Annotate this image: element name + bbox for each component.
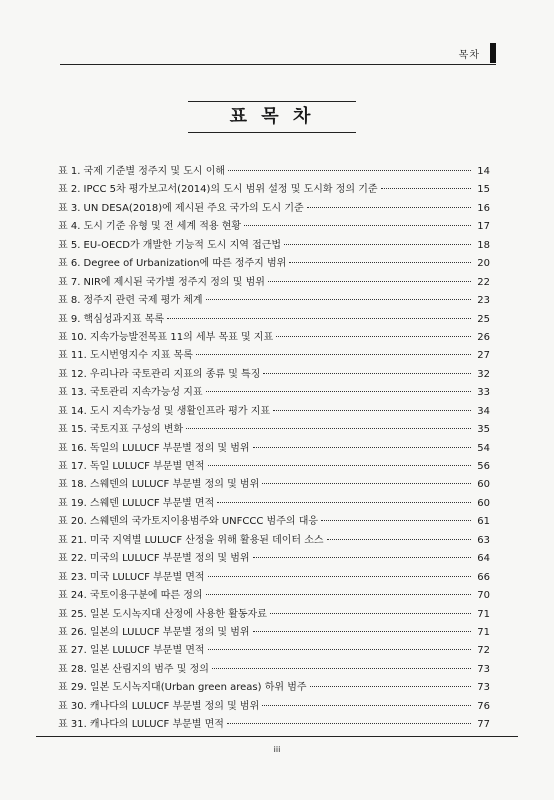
- header-bar-mark: [490, 43, 496, 63]
- toc-entry[interactable]: [58, 163, 490, 181]
- toc-entry-page: 63: [477, 534, 490, 546]
- dot-leader: [268, 281, 471, 282]
- toc-entry-label: 표 22. 미국의 LULUCF 부문별 정의 및 범위: [58, 553, 250, 565]
- toc-entry-page: 18: [477, 239, 490, 251]
- toc-entry-label: 표 20. 스웨덴의 국가토지이용범주와 UNFCCC 범주의 대응: [58, 516, 319, 528]
- toc-entry-label: 표 14. 도시 지속가능성 및 생활인프라 평가 지표: [58, 405, 271, 417]
- toc-entry-page: 17: [477, 221, 490, 233]
- toc-entry-label: 표 15. 국토지표 구성의 변화: [58, 424, 184, 436]
- dot-leader: [253, 631, 471, 632]
- running-header: [60, 44, 496, 65]
- dot-leader: [253, 557, 471, 558]
- dot-leader: [208, 465, 471, 466]
- toc-entry-label: 표 11. 도시번영지수 지표 목록: [58, 350, 193, 362]
- toc-entry-label: 표 19. 스웨덴 LULUCF 부문별 면적: [58, 497, 215, 509]
- toc-entry-label: 표 16. 독일의 LULUCF 부문별 정의 및 범위: [58, 442, 250, 454]
- title-box: [188, 101, 356, 133]
- dot-leader: [381, 188, 471, 189]
- toc-entry[interactable]: [58, 421, 490, 439]
- toc-entry-label: 표 23. 미국 LULUCF 부문별 면적: [58, 571, 205, 583]
- dot-leader: [321, 520, 471, 521]
- toc-entry[interactable]: [58, 550, 490, 568]
- dot-leader: [310, 686, 471, 687]
- toc-entry-page: 33: [477, 387, 490, 399]
- dot-leader: [307, 207, 471, 208]
- dot-leader: [212, 668, 471, 669]
- toc-entry-label: 표 18. 스웨덴의 LULUCF 부문별 정의 및 범위: [58, 479, 260, 491]
- toc-entry[interactable]: [58, 532, 490, 550]
- toc-entry[interactable]: [58, 237, 490, 255]
- toc-entry-label: 표 1. 국제 기준별 정주지 및 도시 이해: [58, 166, 226, 177]
- toc-entry-label: 표 7. NIR에 제시된 국가별 정주지 정의 및 범위: [58, 276, 265, 288]
- toc-entry-label: 표 17. 독일 LULUCF 부문별 면적: [58, 461, 205, 472]
- toc-entry[interactable]: [58, 255, 490, 273]
- dot-leader: [263, 373, 471, 374]
- dot-leader: [270, 613, 471, 614]
- toc-entry-page: 70: [477, 590, 490, 602]
- toc-entry-page: 23: [477, 295, 490, 307]
- toc-entry[interactable]: [58, 716, 490, 734]
- toc-entry-page: 71: [477, 626, 490, 638]
- toc-entry-label: 표 25. 일본 도시녹지대 산정에 사용한 활동자료: [58, 608, 267, 620]
- toc-entry[interactable]: [58, 698, 490, 716]
- toc-entry[interactable]: [58, 606, 490, 624]
- dot-leader: [217, 502, 471, 503]
- toc-entry-label: 표 26. 일본의 LULUCF 부문별 정의 및 범위: [58, 626, 250, 638]
- toc-entry-page: 64: [477, 553, 490, 565]
- toc-entry[interactable]: [58, 587, 490, 605]
- toc-entry[interactable]: [58, 200, 490, 218]
- toc-entry-label: 표 13. 국토관리 지속가능성 지표: [58, 387, 203, 399]
- dot-leader: [262, 483, 471, 484]
- toc-entry[interactable]: [58, 495, 490, 513]
- toc-entry-page: 14: [477, 166, 490, 177]
- dot-leader: [206, 391, 471, 392]
- toc-entry-label: 표 29. 일본 도시녹지대(Urban green areas) 하위 범주: [58, 682, 307, 694]
- toc-entry-page: 32: [477, 368, 490, 380]
- toc-entry[interactable]: [58, 311, 490, 329]
- toc-entry-label: 표 27. 일본 LULUCF 부문별 면적: [58, 645, 205, 657]
- dot-leader: [253, 447, 471, 448]
- toc-entry-label: 표 2. IPCC 5차 평가보고서(2014)의 도시 범위 설정 및 도시화 정의 기준: [58, 184, 378, 196]
- toc-entry-label: 표 6. Degree of Urbanization에 따른 정주지 범위: [58, 258, 287, 270]
- toc-entry-label: 표 28. 일본 산림지의 범주 및 정의: [58, 663, 209, 675]
- toc-entry[interactable]: [58, 384, 490, 402]
- toc-entry-label: 표 4. 도시 기준 유형 및 전 세계 적용 현황: [58, 221, 242, 233]
- toc-entry-label: 표 8. 정주지 관련 국제 평가 체계: [58, 295, 203, 307]
- dot-leader: [208, 649, 471, 650]
- toc-entry-page: 72: [477, 645, 490, 657]
- toc-entry-label: 표 30. 캐나다의 LULUCF 부문별 정의 및 범위: [58, 700, 260, 712]
- toc-entry-label: 표 10. 지속가능발전목표 11의 세부 목표 및 지표: [58, 331, 274, 343]
- toc-entry-label: 표 31. 캐나다의 LULUCF 부문별 면적: [58, 719, 224, 731]
- toc-entry[interactable]: [58, 403, 490, 421]
- dot-leader: [262, 705, 471, 706]
- toc-entry[interactable]: [58, 624, 490, 642]
- header-section-label: 목차: [458, 50, 480, 61]
- toc-entry-page: 73: [477, 682, 490, 694]
- toc-entry[interactable]: [58, 274, 490, 292]
- dot-leader: [186, 428, 471, 429]
- dot-leader: [289, 262, 471, 263]
- toc-entry[interactable]: [58, 440, 490, 458]
- toc-entry-page: 20: [477, 258, 490, 270]
- dot-leader: [227, 723, 471, 724]
- toc-entry-page: 25: [477, 313, 490, 325]
- toc-entry[interactable]: [58, 458, 490, 476]
- toc-entry-page: 27: [477, 350, 490, 362]
- dot-leader: [244, 225, 471, 226]
- toc-entry-page: 35: [477, 424, 490, 436]
- toc-entry[interactable]: [58, 347, 490, 365]
- toc-entry[interactable]: [58, 476, 490, 494]
- toc-entry[interactable]: [58, 679, 490, 697]
- toc-entry[interactable]: [58, 181, 490, 199]
- toc-entry-label: 표 21. 미국 지역별 LULUCF 산정을 위해 활용된 데이터 소스: [58, 534, 324, 546]
- toc-entry-page: 60: [477, 479, 490, 491]
- toc-entry[interactable]: [58, 329, 490, 347]
- page-title: 표 목 차: [229, 106, 315, 127]
- toc-entry-page: 34: [477, 405, 490, 417]
- toc-entry-page: 60: [477, 497, 490, 509]
- toc-entry-label: 표 3. UN DESA(2018)에 제시된 주요 국가의 도시 기준: [58, 202, 304, 214]
- toc-entry[interactable]: [58, 569, 490, 587]
- toc-entry[interactable]: [58, 642, 490, 660]
- toc-entry-label: 표 12. 우리나라 국토관리 지표의 종류 및 특징: [58, 368, 261, 380]
- toc-entry[interactable]: [58, 661, 490, 679]
- toc-entry-page: 71: [477, 608, 490, 620]
- dot-leader: [228, 170, 471, 171]
- dot-leader: [273, 410, 471, 411]
- toc-entry-page: 76: [477, 700, 490, 712]
- footer-rule: [36, 736, 518, 737]
- toc-entry-label: 표 9. 핵심성과지표 목록: [58, 313, 165, 325]
- dot-leader: [208, 576, 471, 577]
- toc-entry[interactable]: [58, 292, 490, 310]
- dot-leader: [167, 318, 471, 319]
- toc-entry-page: 22: [477, 276, 490, 288]
- dot-leader: [196, 354, 471, 355]
- toc-entry-page: 73: [477, 663, 490, 675]
- table-list: [58, 163, 490, 735]
- toc-entry-page: 66: [477, 571, 490, 583]
- toc-entry-page: 54: [477, 442, 490, 454]
- toc-entry-page: 56: [477, 461, 490, 472]
- footer-page-number: iii: [273, 745, 281, 754]
- dot-leader: [206, 594, 471, 595]
- toc-entry[interactable]: [58, 366, 490, 384]
- dot-leader: [284, 244, 471, 245]
- toc-entry-page: 15: [477, 184, 490, 196]
- toc-entry[interactable]: [58, 513, 490, 531]
- dot-leader: [327, 539, 471, 540]
- toc-entry[interactable]: [58, 218, 490, 236]
- toc-entry-label: 표 24. 국토이용구분에 따른 정의: [58, 590, 203, 602]
- dot-leader: [206, 299, 471, 300]
- toc-entry-page: 77: [477, 719, 490, 731]
- dot-leader: [276, 336, 471, 337]
- toc-entry-label: 표 5. EU-OECD가 개발한 기능적 도시 지역 접근법: [58, 239, 282, 251]
- toc-entry-page: 61: [477, 516, 490, 528]
- toc-entry-page: 26: [477, 331, 490, 343]
- toc-entry-page: 16: [477, 202, 490, 214]
